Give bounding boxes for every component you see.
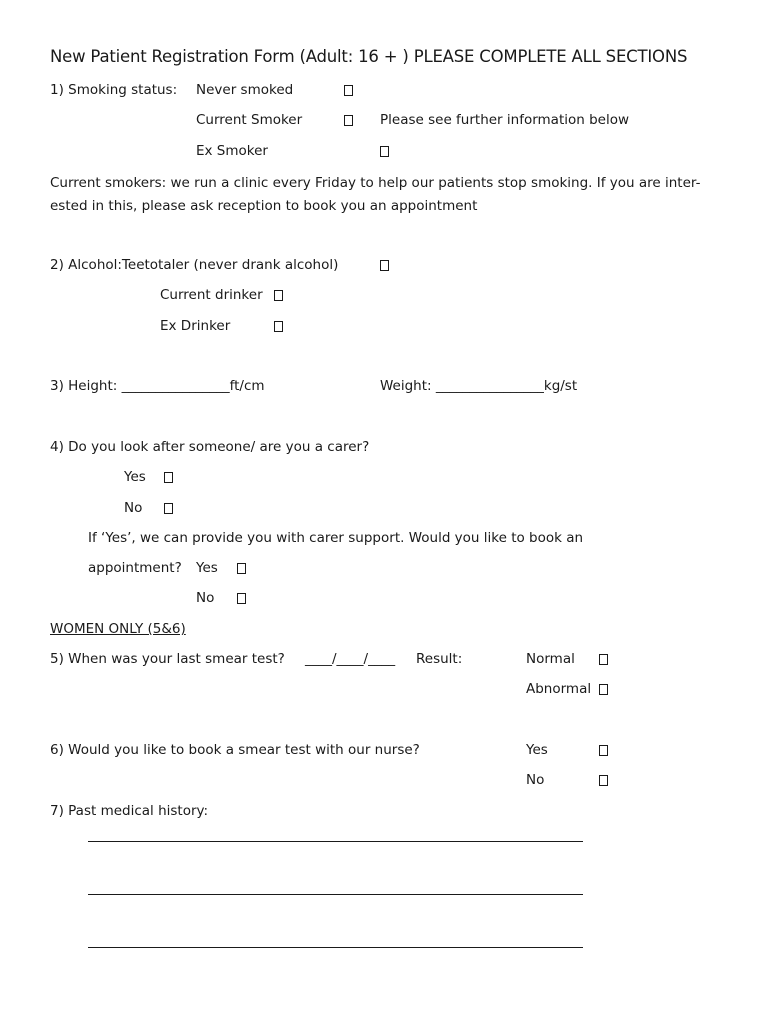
checkbox-teetotaler[interactable] — [380, 260, 389, 271]
checkbox-result-normal[interactable] — [599, 654, 608, 665]
checkbox-ex-drinker[interactable] — [274, 321, 283, 332]
alcohol-label: 2) Alcohol:Teetotaler (never drank alcohol) — [50, 257, 339, 273]
checkbox-appointment-no[interactable] — [237, 593, 246, 604]
checkbox-ex-smoker[interactable] — [380, 146, 389, 157]
result-abnormal-label: Abnormal — [526, 681, 592, 697]
carer-no-label: No — [124, 500, 143, 516]
carer-yes-label: Yes — [124, 469, 146, 485]
smoking-label: 1) Smoking status: — [50, 82, 178, 98]
checkbox-carer-yes[interactable] — [164, 472, 173, 483]
result-label: Result: — [416, 651, 463, 667]
smoking-clinic-paragraph: Current smokers: we run a clinic every Friday to help our patients stop smoking. If you are inter-ested in this, please ask reception to book you an appointment — [50, 175, 701, 214]
result-normal-label: Normal — [526, 651, 575, 667]
checkbox-current-drinker[interactable] — [274, 290, 283, 301]
height-field[interactable]: 3) Height: ________________ft/cm — [50, 378, 265, 394]
carer-appointment-text: appointment? — [88, 560, 182, 576]
smear-booking-question: 6) Would you like to book a smear test with our nurse? — [50, 742, 420, 758]
smear-question: 5) When was your last smear test? — [50, 651, 285, 667]
option-current-smoker: Current Smoker — [196, 112, 303, 128]
option-ex-drinker: Ex Drinker — [160, 318, 231, 334]
carer-question: 4) Do you look after someone/ are you a carer? — [50, 439, 370, 455]
smear-booking-no-label: No — [526, 772, 545, 788]
option-current-drinker: Current drinker — [160, 287, 263, 303]
checkbox-never-smoked[interactable] — [344, 85, 353, 96]
checkbox-current-smoker[interactable] — [344, 115, 353, 126]
carer-support-text: If ‘Yes’, we can provide you with carer support. Would you like to book an — [88, 530, 584, 546]
checkbox-smear-booking-no[interactable] — [599, 775, 608, 786]
medical-history-line-3[interactable] — [88, 947, 583, 948]
appointment-no-label: No — [196, 590, 215, 606]
smoking-note: Please see further information below — [380, 112, 630, 128]
appointment-yes-label: Yes — [196, 560, 218, 576]
medical-history-line-1[interactable] — [88, 841, 583, 842]
medical-history-line-2[interactable] — [88, 894, 583, 895]
checkbox-smear-booking-yes[interactable] — [599, 745, 608, 756]
checkbox-carer-no[interactable] — [164, 503, 173, 514]
smear-booking-yes-label: Yes — [526, 742, 548, 758]
checkbox-result-abnormal[interactable] — [599, 684, 608, 695]
weight-field[interactable]: Weight: ________________kg/st — [380, 378, 578, 394]
women-only-heading: WOMEN ONLY (5&6) — [50, 621, 186, 637]
option-never-smoked: Never smoked — [196, 82, 294, 98]
medical-history-label: 7) Past medical history: — [50, 803, 209, 819]
form-title: New Patient Registration Form (Adult: 16 + ) PLEASE COMPLETE ALL SECTIONS — [50, 47, 688, 66]
option-ex-smoker: Ex Smoker — [196, 143, 268, 159]
smear-date-field[interactable]: ____/____/____ — [305, 651, 396, 667]
checkbox-appointment-yes[interactable] — [237, 563, 246, 574]
